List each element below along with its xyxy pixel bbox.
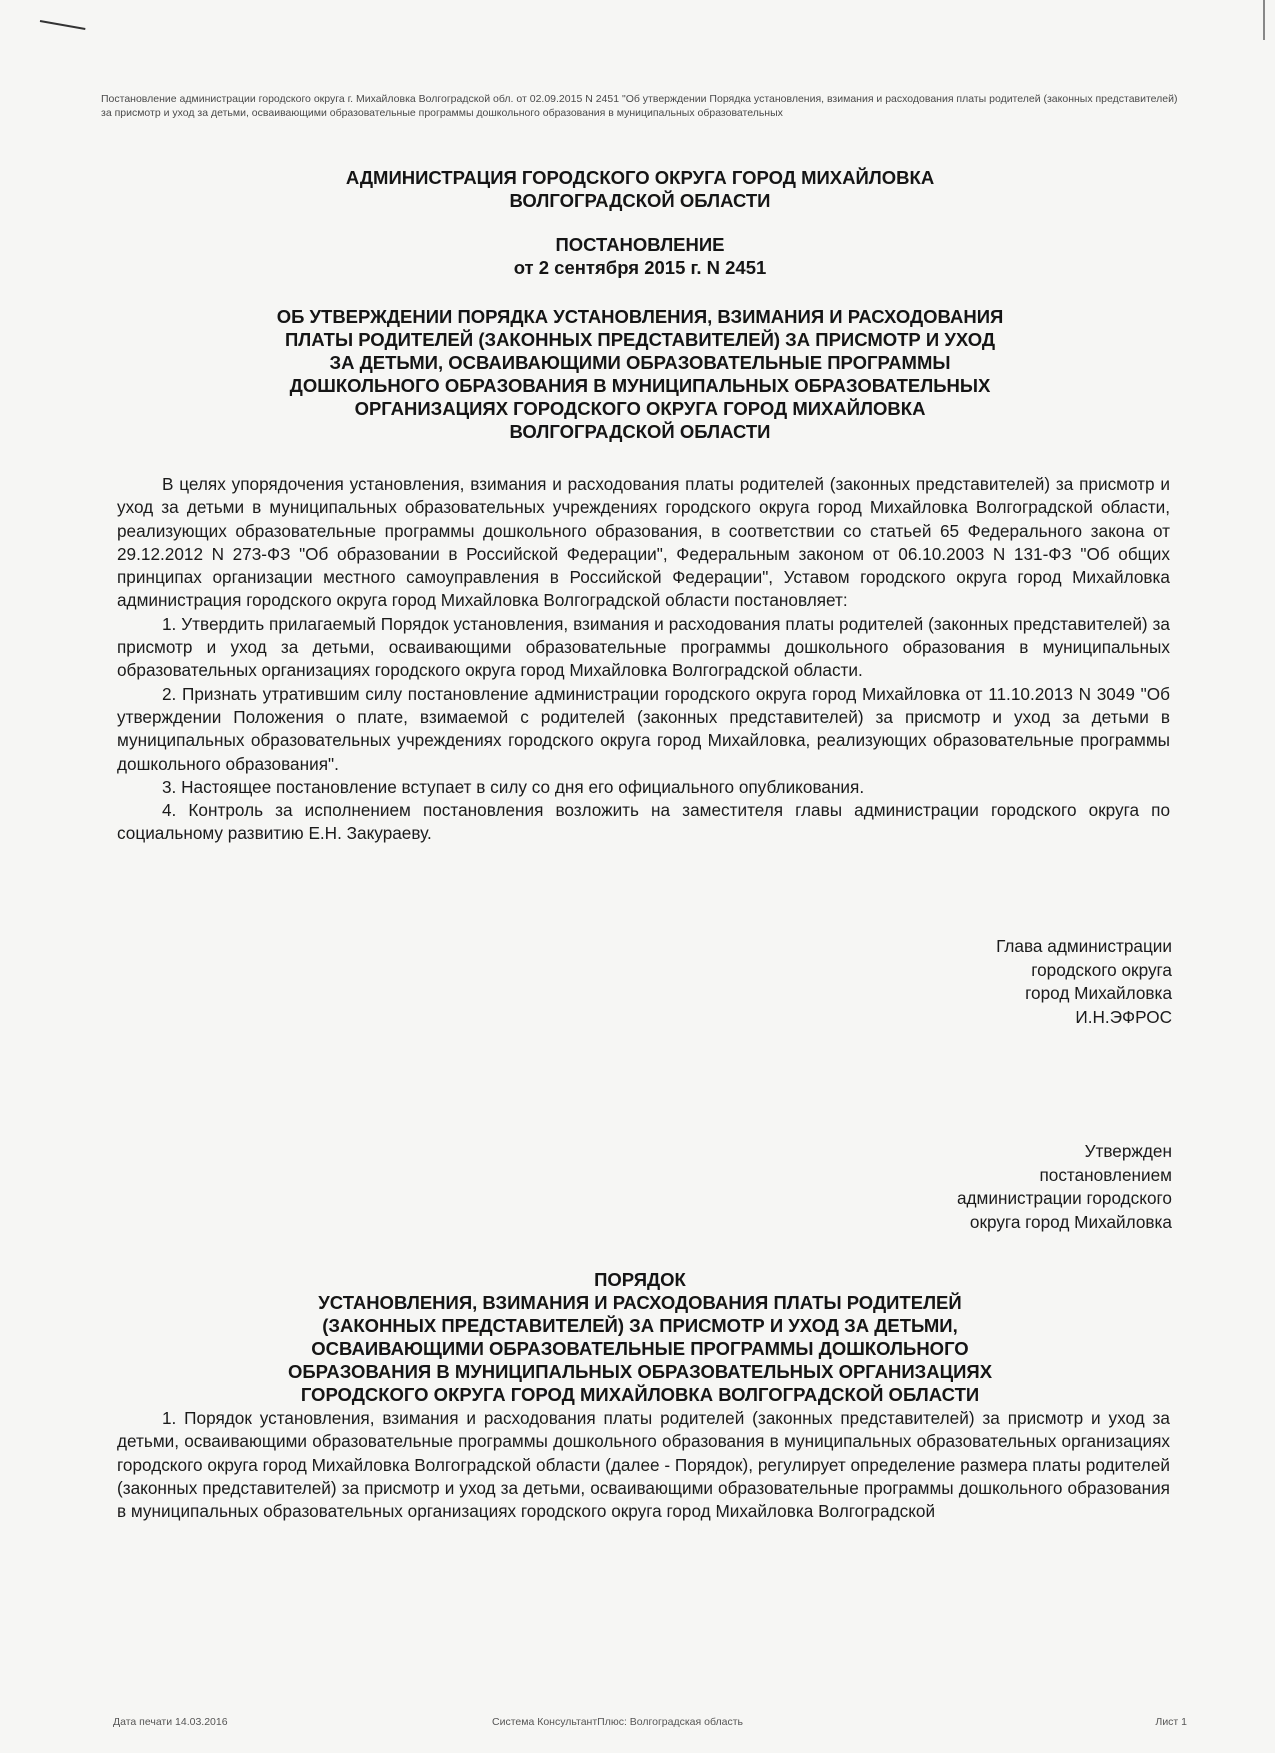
- footer-print-date: Дата печати 14.03.2016: [113, 1716, 228, 1728]
- body-paragraph: В целях упорядочения установления, взимания и расходования платы родителей (законных представителей) за присмотр и уход за детьми в муниципальных образовательных учреждениях городского округа город Михайловка Волгоградской области, реализующих образовательные программы дошкольного образования, в соответствии со статьей 65 Федерального закона от 29.12.2012 N 273-ФЗ "Об образовании в Российской Федерации", Федеральным законом от 06.10.2003 N 131-ФЗ "Об общих принципах организации местного самоуправления в Российской Федерации", Уставом городского округа город Михайловка администрация городского округа город Михайловка Волгоградской области постановляет:: [117, 474, 1170, 611]
- order-title-line: УСТАНОВЛЕНИЯ, ВЗИМАНИЯ И РАСХОДОВАНИЯ ПЛАТЫ РОДИТЕЛЕЙ: [318, 1292, 962, 1313]
- approval-block: [957, 1140, 1172, 1234]
- signature-line: городского округа: [1031, 959, 1172, 980]
- subject-line: ОРГАНИЗАЦИЯХ ГОРОДСКОГО ОКРУГА ГОРОД МИХАЙЛОВКА: [354, 398, 926, 419]
- subject-line: ОБ УТВЕРЖДЕНИИ ПОРЯДКА УСТАНОВЛЕНИЯ, ВЗИМАНИЯ И РАСХОДОВАНИЯ: [276, 306, 1004, 327]
- order-title-line: ОБРАЗОВАНИЯ В МУНИЦИПАЛЬНЫХ ОБРАЗОВАТЕЛЬНЫХ ОРГАНИЗАЦИЯХ: [287, 1361, 993, 1382]
- order-title-line: ПОРЯДОК: [594, 1269, 686, 1290]
- signature-block: [996, 935, 1172, 1029]
- approval-line: постановлением: [1039, 1164, 1172, 1185]
- pen-stroke-mark: [40, 20, 86, 30]
- subject-line: ПЛАТЫ РОДИТЕЛЕЙ (ЗАКОННЫХ ПРЕДСТАВИТЕЛЕЙ) ЗА ПРИСМОТР И УХОД: [284, 329, 996, 350]
- document-type: ПОСТАНОВЛЕНИЕ: [555, 234, 725, 255]
- signature-line: Глава администрации: [996, 936, 1172, 956]
- order-body: [117, 1407, 1170, 1523]
- signature-line: город Михайловка: [1025, 983, 1172, 1003]
- running-header: Постановление администрации городского округа г. Михайловка Волгоградской обл. от 02.09.2015 N 2451 "Об утверждении Порядка установления, взимания и расходования платы родителей (законных представителей) за присмотр и уход за детьми, осваивающими образовательные программы дошкольного образования в муниципальных образовательных: [101, 93, 1178, 119]
- organization-line: ВОЛГОГРАДСКОЙ ОБЛАСТИ: [509, 190, 771, 211]
- organization-heading: [120, 166, 1160, 212]
- scan-edge-mark: [1263, 0, 1265, 40]
- signature-line: И.Н.ЭФРОС: [1075, 1006, 1172, 1027]
- approval-line: администрации городского: [956, 1188, 1172, 1208]
- order-title-line: (ЗАКОННЫХ ПРЕДСТАВИТЕЛЕЙ) ЗА ПРИСМОТР И УХОД ЗА ДЕТЬМИ,: [322, 1315, 958, 1336]
- resolution-body: [117, 473, 1170, 846]
- body-paragraph: 4. Контроль за исполнением постановления возложить на заместителя главы администрации городского округа по социальному развитию Е.Н. Закураеву.: [117, 800, 1170, 844]
- document-subject: [120, 305, 1160, 443]
- subject-line: ЗА ДЕТЬМИ, ОСВАИВАЮЩИМИ ОБРАЗОВАТЕЛЬНЫЕ ПРОГРАММЫ: [329, 352, 951, 373]
- document-date-number: от 2 сентября 2015 г. N 2451: [513, 257, 767, 278]
- order-title-line: ОСВАИВАЮЩИМИ ОБРАЗОВАТЕЛЬНЫЕ ПРОГРАММЫ ДОШКОЛЬНОГО: [311, 1338, 969, 1359]
- approval-line: округа город Михайловка: [969, 1211, 1172, 1232]
- footer-sheet-number: Лист 1: [1155, 1716, 1187, 1728]
- order-title-line: ГОРОДСКОГО ОКРУГА ГОРОД МИХАЙЛОВКА ВОЛГОГРАДСКОЙ ОБЛАСТИ: [300, 1384, 980, 1405]
- order-paragraph: 1. Порядок установления, взимания и расходования платы родителей (законных представителей) за присмотр и уход за детьми, осваивающими образовательные программы дошкольного образования в муниципальных образовательных организациях городского округа город Михайловка Волгоградской области (далее - Порядок), регулирует определение размера платы родителей (законных представителей) за присмотр и уход за детьми, осваивающими образовательные программы дошкольного образования в муниципальных образовательных организациях городского округа город Михайловка Волгоградской: [117, 1408, 1170, 1522]
- document-type-heading: [120, 233, 1160, 279]
- order-heading: [120, 1268, 1160, 1406]
- subject-line: ВОЛГОГРАДСКОЙ ОБЛАСТИ: [509, 421, 771, 442]
- body-paragraph: 3. Настоящее постановление вступает в силу со дня его официального опубликования.: [162, 776, 865, 797]
- organization-line: АДМИНИСТРАЦИЯ ГОРОДСКОГО ОКРУГА ГОРОД МИХАЙЛОВКА: [345, 167, 935, 188]
- body-paragraph: 2. Признать утратившим силу постановление администрации городского округа город Михайловка от 11.10.2013 N 3049 "Об утверждении Положения о плате, взимаемой с родителей (законных представителей) за присмотр и уход за детьми в муниципальных образовательных учреждениях городского округа город Михайловка, реализующих образовательные программы дошкольного образования".: [117, 683, 1170, 774]
- subject-line: ДОШКОЛЬНОГО ОБРАЗОВАНИЯ В МУНИЦИПАЛЬНЫХ ОБРАЗОВАТЕЛЬНЫХ: [289, 375, 991, 396]
- footer-system: Система КонсультантПлюс: Волгоградская область: [492, 1716, 743, 1728]
- approval-line: Утвержден: [1084, 1141, 1172, 1161]
- body-paragraph: 1. Утвердить прилагаемый Порядок установления, взимания и расходования платы родителей (законных представителей) за присмотр и уход за детьми, осваивающими образовательные программы дошкольного образования в муниципальных образовательных организациях городского округа город Михайловка Волгоградской области.: [117, 613, 1170, 681]
